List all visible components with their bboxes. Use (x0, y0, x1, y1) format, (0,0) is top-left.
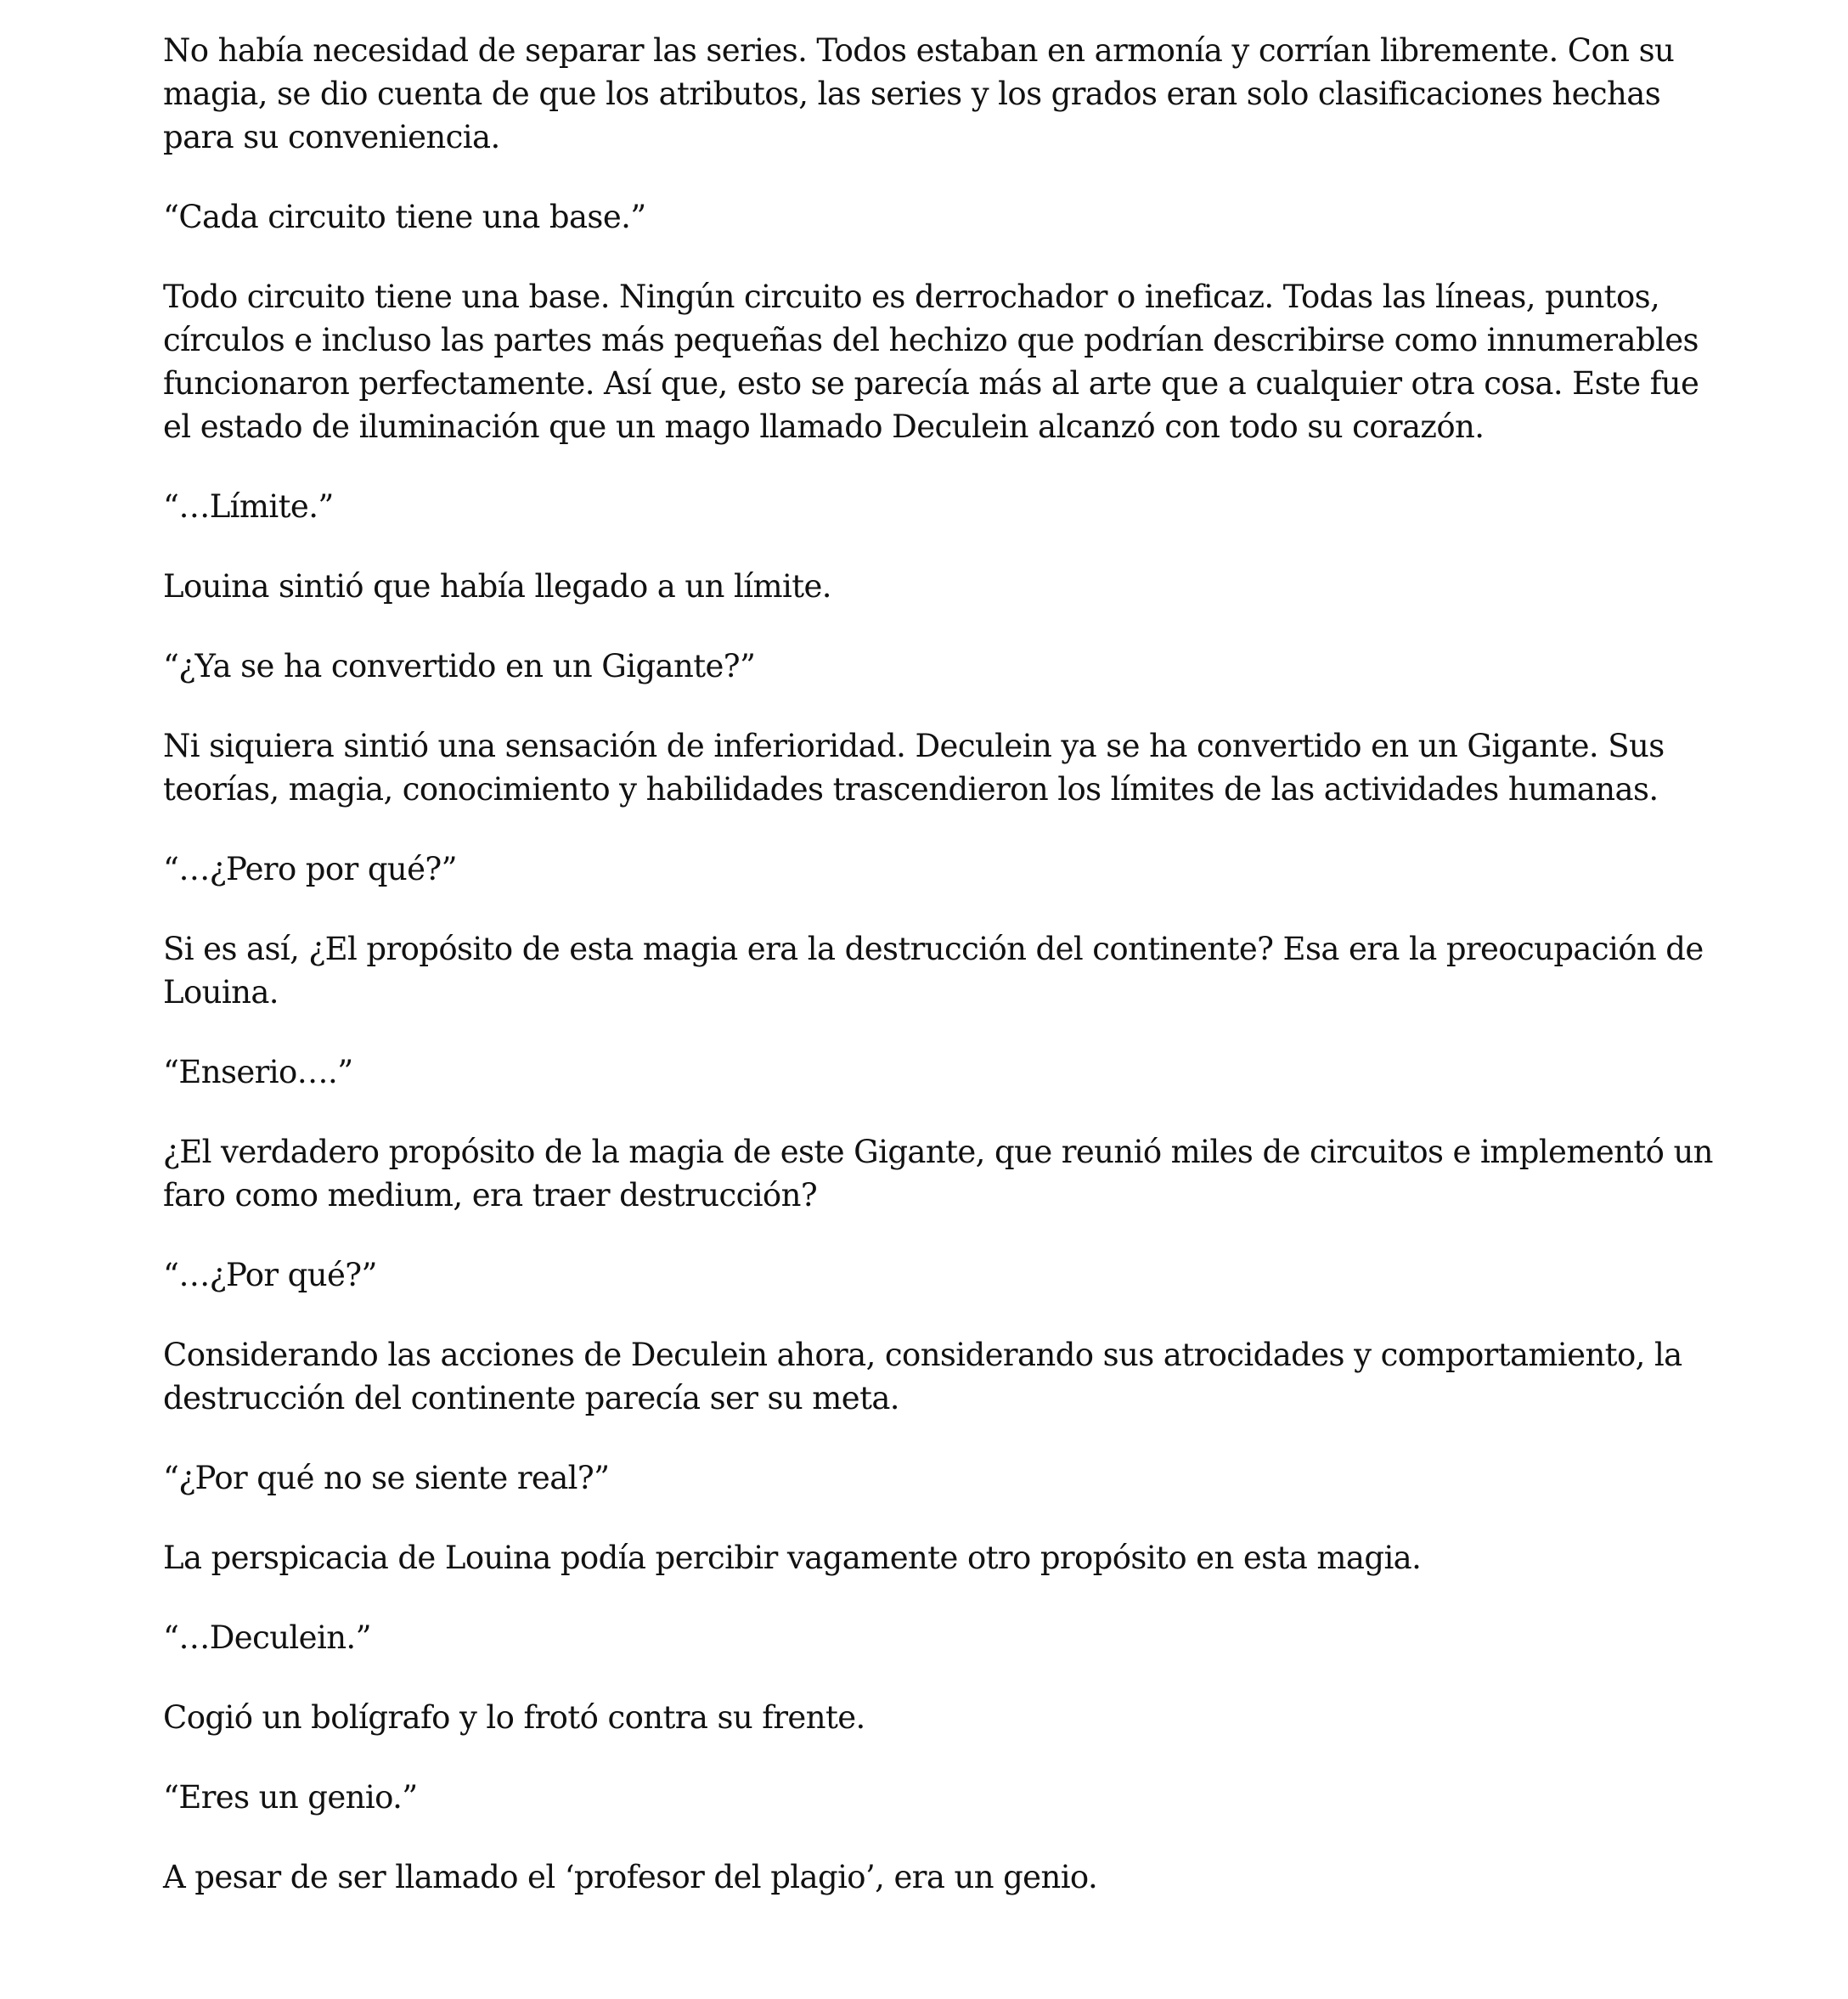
paragraph: A pesar de ser llamado el ‘profesor del plagio’, era un genio. (163, 1859, 1098, 1895)
paragraph: “¿Por qué no se siente real?” (163, 1460, 610, 1496)
paragraph: Todo circuito tiene una base. Ningún circuito es derrochador o ineficaz. Todas las líneas, puntos, círculos e incluso las partes más pequeñas del hechizo que podrían describirse como innumerables funcionaron perfectamente. Así que, esto se parecía más al arte que a cualquier otra cosa. Este fue el estado de iluminación que un mago llamado Deculein alcanzó con todo su corazón. (163, 279, 1699, 445)
paragraph: “…Deculein.” (163, 1619, 371, 1656)
paragraph: Considerando las acciones de Deculein ahora, considerando sus atrocidades y comportamiento, la destrucción del continente parecía ser su meta. (163, 1337, 1682, 1416)
paragraph: Cogió un bolígrafo y lo frotó contra su frente. (163, 1699, 865, 1736)
paragraph: “…Límite.” (163, 488, 334, 525)
paragraph: La perspicacia de Louina podía percibir vagamente otro propósito en esta magia. (163, 1540, 1422, 1576)
paragraph: “…¿Por qué?” (163, 1257, 377, 1293)
paragraph: “¿Ya se ha convertido en un Gigante?” (163, 648, 756, 684)
paragraph: No había necesidad de separar las series. Todos estaban en armonía y corrían libremente. Con su magia, se dio cuenta de que los atributos, las series y los grados eran solo clasificaciones hechas para su conveniencia. (163, 32, 1675, 155)
paragraph: Louina sintió que había llegado a un límite. (163, 568, 831, 605)
paragraph: ¿El verdadero propósito de la magia de este Gigante, que reunió miles de circuitos e implementó un faro como medium, era traer destrucción? (163, 1134, 1713, 1213)
paragraph: Ni siquiera sintió una sensación de inferioridad. Deculein ya se ha convertido en un Gigante. Sus teorías, magia, conocimiento y habilidades trascendieron los límites de las actividades humanas. (163, 728, 1665, 808)
paragraph: “…¿Pero por qué?” (163, 851, 457, 887)
document-body (163, 29, 1717, 1935)
paragraph: “Eres un genio.” (163, 1779, 418, 1816)
paragraph: “Cada circuito tiene una base.” (163, 199, 646, 235)
paragraph: Si es así, ¿El propósito de esta magia era la destrucción del continente? Esa era la preocupación de Louina. (163, 931, 1704, 1011)
paragraph: “Enserio….” (163, 1054, 353, 1090)
